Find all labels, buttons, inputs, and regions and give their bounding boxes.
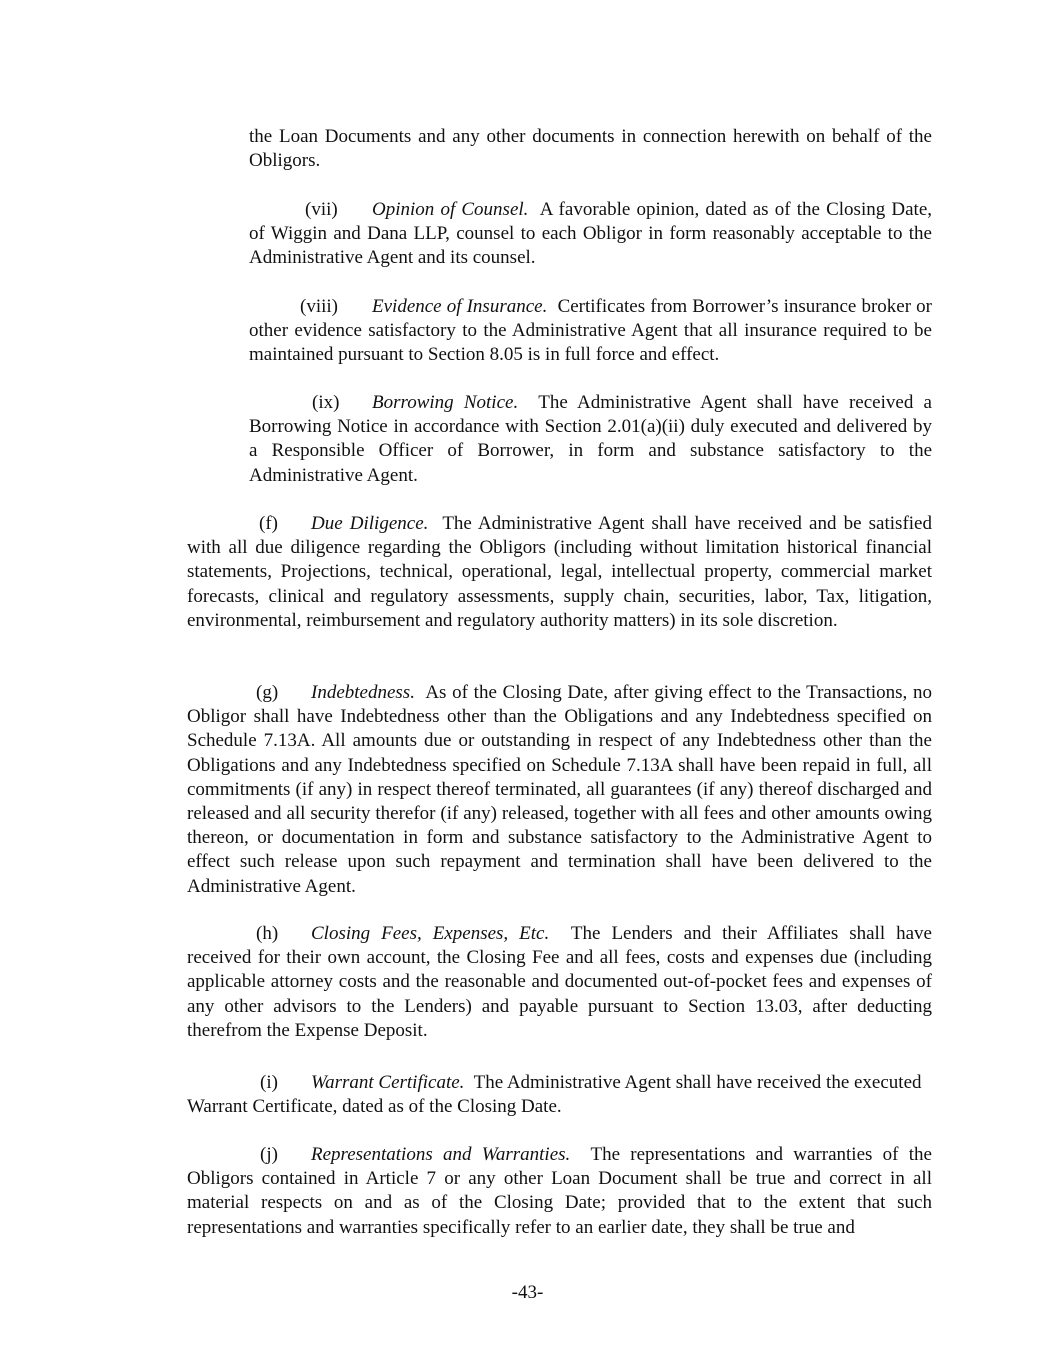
sub-item-text: The Administrative Agent shall have received a Borrowing Notice in accordance with Section 2.01(a)(ii) duly executed and delivered by a Responsible Officer of Borrower, in form and substance satisfactory to the Administrative Agent.	[249, 392, 932, 486]
continuation-text: the Loan Documents and any other documents in connection herewith on behalf of the Obligors.	[249, 126, 932, 172]
section-text: As of the Closing Date, after giving effect to the Transactions, no Obligor shall have Indebtedness other than the Obligations and any Indebtedness specified on Schedule 7.13A. All amounts due or outstanding in respect of any Indebtedness other than the Obligations and any Indebtedness specified on Schedule 7.13A shall have been repaid in full, all commitments (if any) in respect thereof terminated, all guarantees (if any) thereof discharged and released and all security therefor (if any) released, together with all fees and other amounts owing thereon, or documentation in form and substance satisfactory to the Administrative Agent to effect such release upon such repayment and termination shall have been delivered to the Administrative Agent.	[187, 682, 932, 897]
section-heading: Closing Fees, Expenses, Etc.	[311, 923, 550, 944]
section-heading: Due Diligence.	[311, 513, 429, 534]
section-f	[187, 512, 932, 633]
section-h	[187, 922, 932, 1043]
continuation-paragraph	[249, 125, 932, 173]
section-j	[187, 1143, 932, 1240]
section-number: (h)	[256, 923, 279, 944]
section-heading: Warrant Certificate.	[311, 1072, 465, 1093]
section-number: (f)	[259, 513, 278, 534]
sub-item-viii	[249, 295, 932, 368]
section-text: The representations and warranties of the Obligors contained in Article 7 or any other Loan Document shall be true and correct in all material respects on and as of the Closing Date; provided that to the extent that such representations and warranties specifically refer to an earlier date, they shall be true and	[187, 1144, 932, 1238]
section-heading: Indebtedness.	[311, 682, 415, 703]
sub-item-number: (ix)	[312, 392, 340, 413]
section-number: (j)	[260, 1144, 278, 1165]
section-text: The Lenders and their Affiliates shall have received for their own account, the Closing Fee and all fees, costs and expenses due (including applicable attorney costs and the reasonable and documented out-of-pocket fees and expenses of any other advisors to the Lenders) and payable pursuant to Section 13.03, after deducting therefrom the Expense Deposit.	[187, 923, 932, 1041]
sub-item-heading: Borrowing Notice.	[372, 392, 519, 413]
sub-item-text: A favorable opinion, dated as of the Closing Date, of Wiggin and Dana LLP, counsel to each Obligor in form reasonably acceptable to the Administrative Agent and its counsel.	[249, 199, 933, 269]
sub-item-number: (vii)	[305, 199, 338, 220]
sub-item-heading: Opinion of Counsel.	[372, 199, 529, 220]
sub-item-heading: Evidence of Insurance.	[372, 296, 548, 317]
sub-item-number: (viii)	[300, 296, 338, 317]
section-number: (g)	[256, 682, 279, 703]
section-i	[187, 1071, 932, 1119]
section-text: The Administrative Agent shall have received and be satisfied with all due diligence regarding the Obligors (including without limitation historical financial statements, Projections, technical, operational, legal, intellectual property, commercial market forecasts, clinical and regulatory assessments, supply chain, securities, labor, Tax, litigation, environmental, reimbursement and regulatory authority matters) in its sole discretion.	[187, 513, 932, 631]
section-heading: Representations and Warranties.	[311, 1144, 571, 1165]
section-g	[187, 681, 932, 899]
sub-item-vii	[249, 198, 932, 271]
sub-item-ix	[249, 391, 932, 488]
sub-item-text: Certificates from Borrower’s insurance broker or other evidence satisfactory to the Administrative Agent that all insurance required to be maintained pursuant to Section 8.05 is in full force and effect.	[249, 296, 932, 366]
section-text: The Administrative Agent shall have received the executed Warrant Certificate, dated as of the Closing Date.	[187, 1072, 922, 1118]
page-number: -43-	[511, 1282, 544, 1303]
section-number: (i)	[260, 1072, 278, 1093]
